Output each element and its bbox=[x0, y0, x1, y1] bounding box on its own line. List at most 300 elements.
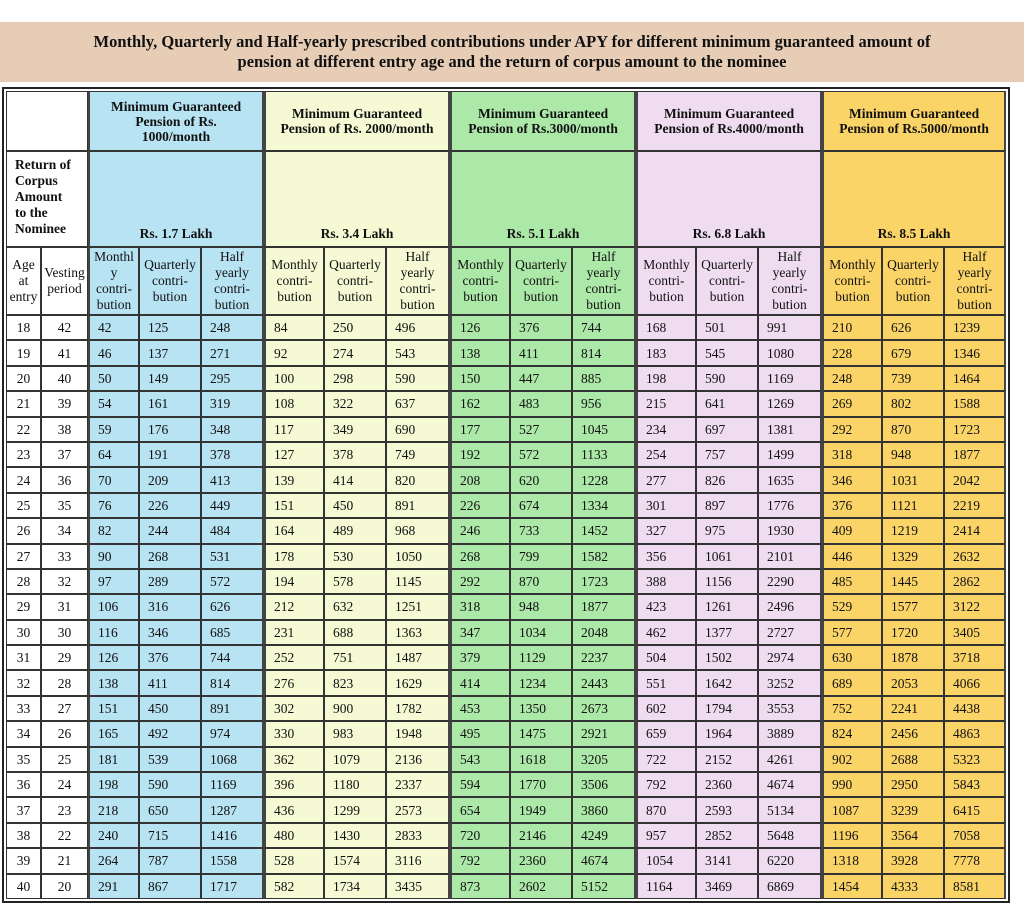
corpus-label-line: to the bbox=[15, 205, 48, 220]
monthly-value-cell: 183 bbox=[636, 340, 696, 365]
half-yearly-value-cell: 974 bbox=[201, 721, 264, 746]
quarterly-value-cell: 3564 bbox=[882, 823, 944, 848]
quarterly-value-cell: 1329 bbox=[882, 544, 944, 569]
quarterly-value-cell: 578 bbox=[324, 569, 386, 594]
age-cell: 29 bbox=[6, 594, 41, 619]
vesting-cell: 27 bbox=[41, 696, 88, 721]
monthly-value-cell: 138 bbox=[450, 340, 510, 365]
quarterly-value-cell: 1121 bbox=[882, 493, 944, 518]
monthly-value-cell: 957 bbox=[636, 823, 696, 848]
table-row bbox=[6, 315, 1006, 340]
quarterly-value-cell: 3928 bbox=[882, 848, 944, 873]
half-yearly-value-cell: 2862 bbox=[944, 569, 1006, 594]
monthly-value-cell: 64 bbox=[88, 442, 139, 467]
header-line: bution bbox=[586, 297, 621, 312]
monthly-value-cell: 181 bbox=[88, 747, 139, 772]
half-yearly-value-cell: 1068 bbox=[201, 747, 264, 772]
table-row bbox=[6, 366, 1006, 391]
vesting-cell: 29 bbox=[41, 645, 88, 670]
quarterly-value-cell: 1618 bbox=[510, 747, 572, 772]
header-row-columns bbox=[6, 247, 1006, 315]
half-yearly-value-cell: 1334 bbox=[572, 493, 636, 518]
header-line: bution bbox=[772, 297, 807, 312]
half-yearly-value-cell: 4674 bbox=[758, 772, 822, 797]
quarterly-value-cell: 492 bbox=[139, 721, 201, 746]
header-line: Monthly bbox=[643, 257, 690, 272]
quarterly-value-cell: 2053 bbox=[882, 670, 944, 695]
corpus-label-line: Corpus bbox=[15, 173, 58, 188]
age-cell: 19 bbox=[6, 340, 41, 365]
half-yearly-value-cell: 3435 bbox=[386, 874, 450, 899]
monthly-value-cell: 870 bbox=[636, 797, 696, 822]
quarterly-value-cell: 137 bbox=[139, 340, 201, 365]
half-yearly-value-cell: 3116 bbox=[386, 848, 450, 873]
half-yearly-value-cell: 572 bbox=[201, 569, 264, 594]
header-line: Monthly bbox=[829, 257, 876, 272]
monthly-value-cell: 208 bbox=[450, 467, 510, 492]
vesting-period-header bbox=[41, 247, 88, 315]
half-yearly-value-cell: 3205 bbox=[572, 747, 636, 772]
table-row bbox=[6, 442, 1006, 467]
monthly-value-cell: 42 bbox=[88, 315, 139, 340]
quarterly-value-cell: 289 bbox=[139, 569, 201, 594]
quarterly-contribution-header bbox=[139, 247, 201, 315]
half-yearly-value-cell: 1588 bbox=[944, 391, 1006, 416]
half-yearly-value-cell: 1169 bbox=[758, 366, 822, 391]
table-row bbox=[6, 340, 1006, 365]
table-row bbox=[6, 696, 1006, 721]
quarterly-value-cell: 530 bbox=[324, 544, 386, 569]
monthly-value-cell: 234 bbox=[636, 417, 696, 442]
quarterly-value-cell: 274 bbox=[324, 340, 386, 365]
table-row bbox=[6, 823, 1006, 848]
quarterly-value-cell: 209 bbox=[139, 467, 201, 492]
header-line: bution bbox=[337, 289, 373, 304]
monthly-value-cell: 126 bbox=[450, 315, 510, 340]
half-yearly-value-cell: 3506 bbox=[572, 772, 636, 797]
plan-title-cell bbox=[88, 91, 264, 151]
quarterly-value-cell: 688 bbox=[324, 620, 386, 645]
half-yearly-value-cell: 968 bbox=[386, 518, 450, 543]
monthly-value-cell: 46 bbox=[88, 340, 139, 365]
half-yearly-value-cell: 2443 bbox=[572, 670, 636, 695]
half-yearly-value-cell: 749 bbox=[386, 442, 450, 467]
age-cell: 22 bbox=[6, 417, 41, 442]
monthly-value-cell: 462 bbox=[636, 620, 696, 645]
half-yearly-value-cell: 2496 bbox=[758, 594, 822, 619]
quarterly-contribution-header bbox=[882, 247, 944, 315]
quarterly-value-cell: 244 bbox=[139, 518, 201, 543]
monthly-value-cell: 164 bbox=[264, 518, 324, 543]
half-yearly-value-cell: 1416 bbox=[201, 823, 264, 848]
plan-title-line: Pension of Rs.5000/month bbox=[839, 121, 989, 136]
quarterly-value-cell: 757 bbox=[696, 442, 758, 467]
table-title bbox=[0, 22, 1024, 82]
quarterly-value-cell: 376 bbox=[510, 315, 572, 340]
half-yearly-value-cell: 531 bbox=[201, 544, 264, 569]
header-line: bution bbox=[463, 289, 498, 304]
quarterly-value-cell: 539 bbox=[139, 747, 201, 772]
quarterly-value-cell: 316 bbox=[139, 594, 201, 619]
monthly-value-cell: 1318 bbox=[822, 848, 882, 873]
quarterly-value-cell: 632 bbox=[324, 594, 386, 619]
plan-title-line: Pension of Rs.4000/month bbox=[654, 121, 804, 136]
monthly-contribution-header bbox=[264, 247, 324, 315]
header-line: contri- bbox=[956, 281, 993, 296]
age-cell: 36 bbox=[6, 772, 41, 797]
header-line: bution bbox=[214, 297, 250, 312]
half-yearly-value-cell: 2833 bbox=[386, 823, 450, 848]
header-line: yearly bbox=[400, 265, 435, 280]
monthly-contribution-header bbox=[450, 247, 510, 315]
half-yearly-value-cell: 348 bbox=[201, 417, 264, 442]
half-yearly-contribution-header bbox=[758, 247, 822, 315]
monthly-value-cell: 720 bbox=[450, 823, 510, 848]
quarterly-value-cell: 226 bbox=[139, 493, 201, 518]
header-line: contri- bbox=[462, 273, 499, 288]
quarterly-value-cell: 3469 bbox=[696, 874, 758, 899]
vesting-cell: 28 bbox=[41, 670, 88, 695]
half-yearly-value-cell: 3405 bbox=[944, 620, 1006, 645]
half-yearly-value-cell: 956 bbox=[572, 391, 636, 416]
header-line: bution bbox=[523, 289, 559, 304]
monthly-value-cell: 150 bbox=[450, 366, 510, 391]
monthly-value-cell: 126 bbox=[88, 645, 139, 670]
half-yearly-value-cell: 1877 bbox=[572, 594, 636, 619]
monthly-value-cell: 231 bbox=[264, 620, 324, 645]
half-yearly-value-cell: 2042 bbox=[944, 467, 1006, 492]
header-line: bution bbox=[895, 289, 931, 304]
quarterly-value-cell: 751 bbox=[324, 645, 386, 670]
quarterly-value-cell: 1079 bbox=[324, 747, 386, 772]
corpus-amount-cell: Rs. 8.5 Lakh bbox=[822, 151, 1006, 247]
header-line: at bbox=[18, 273, 29, 288]
header-line: contri- bbox=[834, 273, 871, 288]
quarterly-value-cell: 1261 bbox=[696, 594, 758, 619]
half-yearly-value-cell: 1452 bbox=[572, 518, 636, 543]
monthly-value-cell: 177 bbox=[450, 417, 510, 442]
half-yearly-value-cell: 814 bbox=[572, 340, 636, 365]
half-yearly-value-cell: 1948 bbox=[386, 721, 450, 746]
half-yearly-value-cell: 319 bbox=[201, 391, 264, 416]
monthly-value-cell: 485 bbox=[822, 569, 882, 594]
quarterly-value-cell: 149 bbox=[139, 366, 201, 391]
quarterly-contribution-header bbox=[696, 247, 758, 315]
half-yearly-value-cell: 5648 bbox=[758, 823, 822, 848]
monthly-value-cell: 139 bbox=[264, 467, 324, 492]
half-yearly-value-cell: 5134 bbox=[758, 797, 822, 822]
quarterly-value-cell: 1031 bbox=[882, 467, 944, 492]
monthly-value-cell: 151 bbox=[88, 696, 139, 721]
monthly-value-cell: 414 bbox=[450, 670, 510, 695]
half-yearly-value-cell: 2414 bbox=[944, 518, 1006, 543]
half-yearly-value-cell: 3122 bbox=[944, 594, 1006, 619]
half-yearly-value-cell: 626 bbox=[201, 594, 264, 619]
quarterly-value-cell: 411 bbox=[510, 340, 572, 365]
half-yearly-value-cell: 2573 bbox=[386, 797, 450, 822]
quarterly-value-cell: 447 bbox=[510, 366, 572, 391]
half-yearly-value-cell: 1381 bbox=[758, 417, 822, 442]
quarterly-value-cell: 411 bbox=[139, 670, 201, 695]
half-yearly-value-cell: 1239 bbox=[944, 315, 1006, 340]
header-line: bution bbox=[649, 289, 684, 304]
half-yearly-contribution-header bbox=[201, 247, 264, 315]
monthly-value-cell: 582 bbox=[264, 874, 324, 899]
quarterly-value-cell: 975 bbox=[696, 518, 758, 543]
header-line: bution bbox=[152, 289, 188, 304]
half-yearly-value-cell: 1287 bbox=[201, 797, 264, 822]
vesting-cell: 24 bbox=[41, 772, 88, 797]
header-line: Quarterly bbox=[887, 257, 939, 272]
half-yearly-value-cell: 1582 bbox=[572, 544, 636, 569]
vesting-cell: 21 bbox=[41, 848, 88, 873]
monthly-value-cell: 1087 bbox=[822, 797, 882, 822]
age-cell: 28 bbox=[6, 569, 41, 594]
half-yearly-value-cell: 8581 bbox=[944, 874, 1006, 899]
half-yearly-value-cell: 4674 bbox=[572, 848, 636, 873]
age-cell: 18 bbox=[6, 315, 41, 340]
plan-title-cell bbox=[822, 91, 1006, 151]
table-row bbox=[6, 848, 1006, 873]
quarterly-value-cell: 1445 bbox=[882, 569, 944, 594]
quarterly-value-cell: 161 bbox=[139, 391, 201, 416]
half-yearly-value-cell: 820 bbox=[386, 467, 450, 492]
quarterly-value-cell: 626 bbox=[882, 315, 944, 340]
monthly-value-cell: 138 bbox=[88, 670, 139, 695]
half-yearly-value-cell: 248 bbox=[201, 315, 264, 340]
vesting-cell: 37 bbox=[41, 442, 88, 467]
quarterly-value-cell: 867 bbox=[139, 874, 201, 899]
apy-contribution-table bbox=[6, 91, 1006, 899]
header-line: Monthly bbox=[457, 257, 504, 272]
monthly-value-cell: 480 bbox=[264, 823, 324, 848]
table-row bbox=[6, 544, 1006, 569]
header-line: Half bbox=[777, 249, 802, 264]
half-yearly-value-cell: 7778 bbox=[944, 848, 1006, 873]
half-yearly-value-cell: 1723 bbox=[944, 417, 1006, 442]
quarterly-contribution-header bbox=[324, 247, 386, 315]
quarterly-value-cell: 2688 bbox=[882, 747, 944, 772]
table-row bbox=[6, 518, 1006, 543]
header-line: contri- bbox=[214, 281, 251, 296]
monthly-contribution-header bbox=[822, 247, 882, 315]
header-line: contri- bbox=[771, 281, 808, 296]
monthly-value-cell: 116 bbox=[88, 620, 139, 645]
quarterly-value-cell: 900 bbox=[324, 696, 386, 721]
header-line: Half bbox=[405, 249, 430, 264]
monthly-value-cell: 269 bbox=[822, 391, 882, 416]
age-cell: 31 bbox=[6, 645, 41, 670]
monthly-value-cell: 291 bbox=[88, 874, 139, 899]
vesting-cell: 36 bbox=[41, 467, 88, 492]
monthly-value-cell: 192 bbox=[450, 442, 510, 467]
age-at-entry-header bbox=[6, 247, 41, 315]
vesting-cell: 25 bbox=[41, 747, 88, 772]
quarterly-value-cell: 489 bbox=[324, 518, 386, 543]
age-cell: 38 bbox=[6, 823, 41, 848]
half-yearly-value-cell: 3718 bbox=[944, 645, 1006, 670]
plan-title-line: Pension of Rs.3000/month bbox=[468, 121, 618, 136]
monthly-value-cell: 97 bbox=[88, 569, 139, 594]
half-yearly-contribution-header bbox=[386, 247, 450, 315]
table-row bbox=[6, 594, 1006, 619]
half-yearly-contribution-header bbox=[572, 247, 636, 315]
quarterly-value-cell: 2152 bbox=[696, 747, 758, 772]
monthly-value-cell: 84 bbox=[264, 315, 324, 340]
half-yearly-value-cell: 4261 bbox=[758, 747, 822, 772]
monthly-value-cell: 543 bbox=[450, 747, 510, 772]
half-yearly-value-cell: 891 bbox=[386, 493, 450, 518]
quarterly-value-cell: 799 bbox=[510, 544, 572, 569]
half-yearly-value-cell: 2237 bbox=[572, 645, 636, 670]
header-line: Half bbox=[962, 249, 987, 264]
table-row bbox=[6, 391, 1006, 416]
plan-title-line: Minimum Guaranteed bbox=[477, 106, 609, 121]
header-row-corpus bbox=[6, 151, 1006, 247]
half-yearly-value-cell: 496 bbox=[386, 315, 450, 340]
monthly-value-cell: 529 bbox=[822, 594, 882, 619]
vesting-cell: 33 bbox=[41, 544, 88, 569]
half-yearly-value-cell: 1080 bbox=[758, 340, 822, 365]
quarterly-value-cell: 545 bbox=[696, 340, 758, 365]
monthly-value-cell: 318 bbox=[450, 594, 510, 619]
quarterly-value-cell: 983 bbox=[324, 721, 386, 746]
vesting-cell: 40 bbox=[41, 366, 88, 391]
monthly-value-cell: 268 bbox=[450, 544, 510, 569]
corpus-label-line: Nominee bbox=[15, 221, 66, 236]
header-line: period bbox=[47, 281, 82, 296]
quarterly-value-cell: 1720 bbox=[882, 620, 944, 645]
age-cell: 32 bbox=[6, 670, 41, 695]
half-yearly-value-cell: 1145 bbox=[386, 569, 450, 594]
age-cell: 40 bbox=[6, 874, 41, 899]
monthly-value-cell: 108 bbox=[264, 391, 324, 416]
half-yearly-value-cell: 885 bbox=[572, 366, 636, 391]
monthly-value-cell: 54 bbox=[88, 391, 139, 416]
quarterly-value-cell: 590 bbox=[139, 772, 201, 797]
header-line: Age bbox=[12, 257, 35, 272]
monthly-value-cell: 362 bbox=[264, 747, 324, 772]
quarterly-value-cell: 823 bbox=[324, 670, 386, 695]
vesting-cell: 35 bbox=[41, 493, 88, 518]
half-yearly-value-cell: 484 bbox=[201, 518, 264, 543]
monthly-contribution-header bbox=[636, 247, 696, 315]
monthly-value-cell: 824 bbox=[822, 721, 882, 746]
plan-title-cell bbox=[636, 91, 822, 151]
monthly-value-cell: 495 bbox=[450, 721, 510, 746]
header-blank-cell bbox=[6, 91, 88, 151]
half-yearly-value-cell: 1723 bbox=[572, 569, 636, 594]
table-row bbox=[6, 417, 1006, 442]
quarterly-value-cell: 1034 bbox=[510, 620, 572, 645]
half-yearly-value-cell: 1782 bbox=[386, 696, 450, 721]
monthly-value-cell: 630 bbox=[822, 645, 882, 670]
monthly-value-cell: 327 bbox=[636, 518, 696, 543]
quarterly-value-cell: 2950 bbox=[882, 772, 944, 797]
monthly-value-cell: 689 bbox=[822, 670, 882, 695]
half-yearly-value-cell: 1930 bbox=[758, 518, 822, 543]
monthly-value-cell: 752 bbox=[822, 696, 882, 721]
quarterly-value-cell: 1642 bbox=[696, 670, 758, 695]
quarterly-value-cell: 1794 bbox=[696, 696, 758, 721]
half-yearly-value-cell: 4249 bbox=[572, 823, 636, 848]
half-yearly-value-cell: 2337 bbox=[386, 772, 450, 797]
half-yearly-value-cell: 1346 bbox=[944, 340, 1006, 365]
quarterly-value-cell: 2146 bbox=[510, 823, 572, 848]
monthly-value-cell: 302 bbox=[264, 696, 324, 721]
half-yearly-value-cell: 2290 bbox=[758, 569, 822, 594]
corpus-amount-cell: Rs. 1.7 Lakh bbox=[88, 151, 264, 247]
age-cell: 39 bbox=[6, 848, 41, 873]
quarterly-value-cell: 2456 bbox=[882, 721, 944, 746]
quarterly-value-cell: 450 bbox=[324, 493, 386, 518]
monthly-value-cell: 248 bbox=[822, 366, 882, 391]
monthly-value-cell: 504 bbox=[636, 645, 696, 670]
header-line: entry bbox=[9, 289, 38, 304]
quarterly-value-cell: 715 bbox=[139, 823, 201, 848]
vesting-cell: 41 bbox=[41, 340, 88, 365]
half-yearly-value-cell: 6415 bbox=[944, 797, 1006, 822]
monthly-value-cell: 292 bbox=[450, 569, 510, 594]
monthly-value-cell: 240 bbox=[88, 823, 139, 848]
half-yearly-value-cell: 2974 bbox=[758, 645, 822, 670]
corpus-amount-cell: Rs. 5.1 Lakh bbox=[450, 151, 636, 247]
vesting-cell: 31 bbox=[41, 594, 88, 619]
half-yearly-value-cell: 3252 bbox=[758, 670, 822, 695]
quarterly-value-cell: 376 bbox=[139, 645, 201, 670]
vesting-cell: 32 bbox=[41, 569, 88, 594]
quarterly-value-cell: 176 bbox=[139, 417, 201, 442]
monthly-value-cell: 198 bbox=[88, 772, 139, 797]
age-cell: 25 bbox=[6, 493, 41, 518]
plan-title-line: 1000/month bbox=[141, 128, 211, 144]
monthly-value-cell: 198 bbox=[636, 366, 696, 391]
quarterly-value-cell: 1878 bbox=[882, 645, 944, 670]
quarterly-value-cell: 1299 bbox=[324, 797, 386, 822]
monthly-value-cell: 76 bbox=[88, 493, 139, 518]
half-yearly-value-cell: 744 bbox=[201, 645, 264, 670]
half-yearly-value-cell: 2921 bbox=[572, 721, 636, 746]
header-line: yearly bbox=[586, 265, 621, 280]
quarterly-value-cell: 1180 bbox=[324, 772, 386, 797]
half-yearly-value-cell: 1050 bbox=[386, 544, 450, 569]
header-line: yearly bbox=[215, 265, 249, 280]
monthly-value-cell: 178 bbox=[264, 544, 324, 569]
plan-title-cell bbox=[264, 91, 450, 151]
header-line: Vesting bbox=[44, 265, 85, 280]
table-row bbox=[6, 620, 1006, 645]
monthly-value-cell: 292 bbox=[822, 417, 882, 442]
quarterly-value-cell: 1377 bbox=[696, 620, 758, 645]
header-line: Monthl bbox=[94, 249, 134, 264]
quarterly-value-cell: 787 bbox=[139, 848, 201, 873]
quarterly-value-cell: 3239 bbox=[882, 797, 944, 822]
half-yearly-value-cell: 5152 bbox=[572, 874, 636, 899]
half-yearly-value-cell: 1877 bbox=[944, 442, 1006, 467]
monthly-value-cell: 127 bbox=[264, 442, 324, 467]
header-line: contri- bbox=[523, 273, 560, 288]
header-line: yearly bbox=[957, 265, 992, 280]
half-yearly-value-cell: 543 bbox=[386, 340, 450, 365]
monthly-value-cell: 453 bbox=[450, 696, 510, 721]
vesting-cell: 23 bbox=[41, 797, 88, 822]
quarterly-value-cell: 414 bbox=[324, 467, 386, 492]
quarterly-value-cell: 322 bbox=[324, 391, 386, 416]
quarterly-value-cell: 2241 bbox=[882, 696, 944, 721]
header-line: contri- bbox=[399, 281, 436, 296]
quarterly-value-cell: 1734 bbox=[324, 874, 386, 899]
quarterly-value-cell: 349 bbox=[324, 417, 386, 442]
